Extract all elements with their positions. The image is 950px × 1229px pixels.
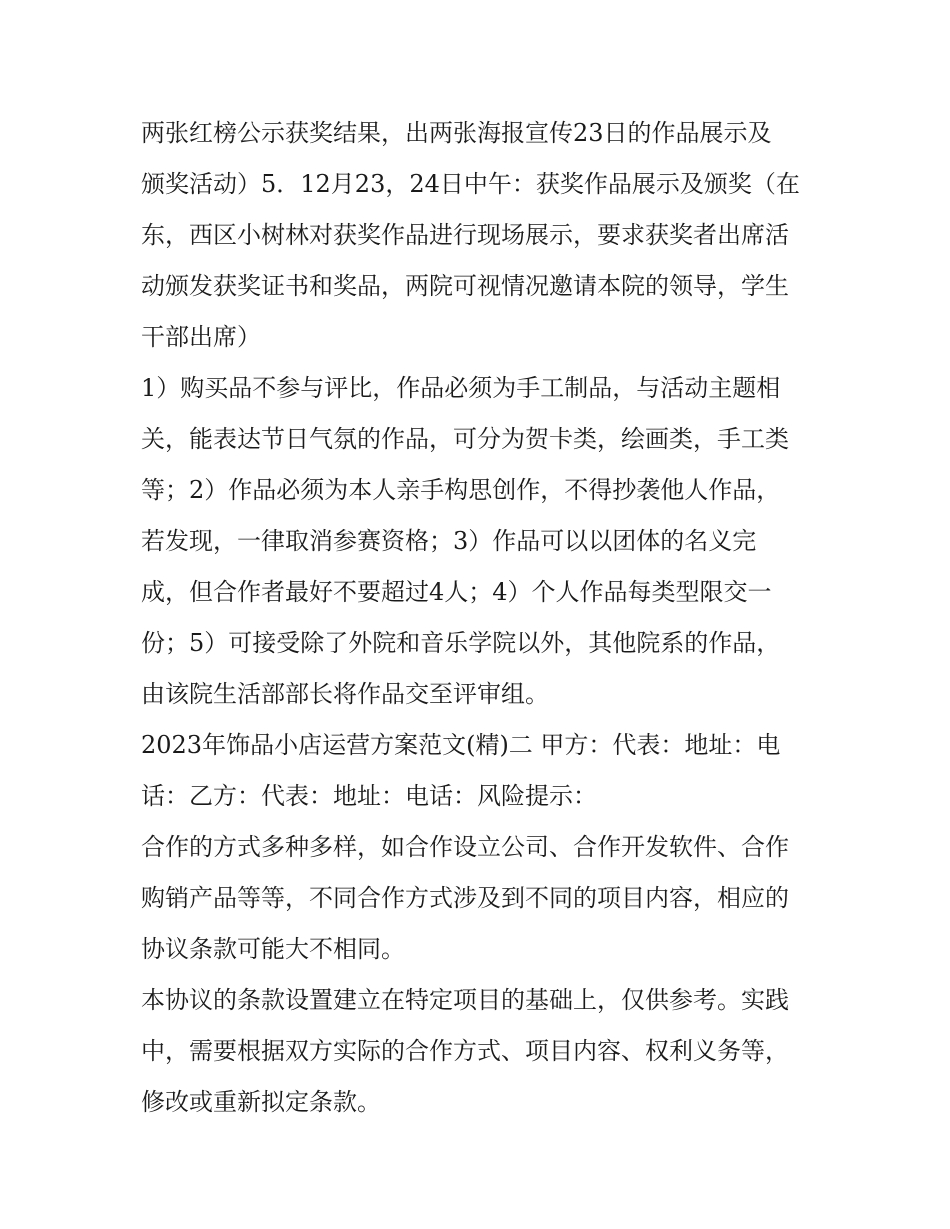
text-line: 修改或重新拟定条款。 — [141, 1088, 381, 1116]
text-line: 动颁发获奖证书和奖品，两院可视情况邀请本院的领导，学生 — [141, 272, 789, 300]
text-line: 等；2）作品必须为本人亲手构思创作，不得抄袭他人作品， — [141, 476, 781, 504]
text-line: 成，但合作者最好不要超过4人；4）个人作品每类型限交一 — [141, 578, 772, 606]
text-line: 由该院生活部部长将作品交至评审组。 — [141, 680, 549, 708]
text-line: 两张红榜公示获奖结果，出两张海报宣传23日的作品展示及 — [141, 119, 772, 147]
text-line: 1）购买品不参与评比，作品必须为手工制品，与活动主题相 — [141, 374, 781, 402]
text-line: 颁奖活动）5．12月23，24日中午：获奖作品展示及颁奖（在 — [141, 170, 800, 198]
text-line: 合作的方式多种多样，如合作设立公司、合作开发软件、合作 — [141, 833, 789, 861]
text-line: 干部出席） — [141, 323, 261, 351]
text-line: 购销产品等等，不同合作方式涉及到不同的项目内容，相应的 — [141, 884, 789, 912]
text-line: 关，能表达节日气氛的作品，可分为贺卡类，绘画类，手工类 — [141, 425, 789, 453]
text-line: 中，需要根据双方实际的合作方式、项目内容、权利义务等， — [141, 1037, 789, 1065]
text-line: 东，西区小树林对获奖作品进行现场展示，要求获奖者出席活 — [141, 221, 789, 249]
document-body — [141, 108, 813, 1128]
text-line: 2023年饰品小店运营方案范文(精)二 甲方：代表：地址：电 — [141, 731, 781, 759]
text-line: 本协议的条款设置建立在特定项目的基础上，仅供参考。实践 — [141, 986, 789, 1014]
text-line: 份；5）可接受除了外院和音乐学院以外，其他院系的作品， — [141, 629, 781, 657]
text-line: 话：乙方：代表：地址：电话：风险提示： — [141, 782, 597, 810]
text-line: 若发现，一律取消参赛资格；3）作品可以以团体的名义完 — [141, 527, 757, 555]
text-line: 协议条款可能大不相同。 — [141, 935, 405, 963]
